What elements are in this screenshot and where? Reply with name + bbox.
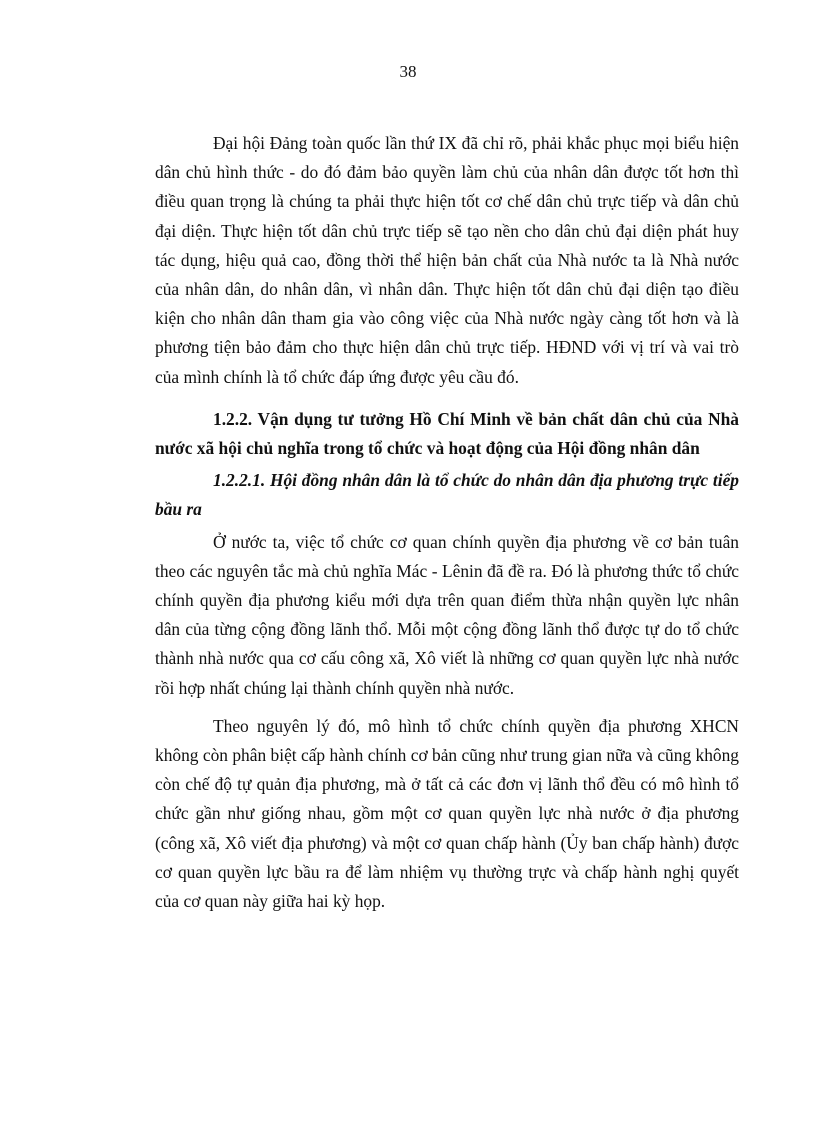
document-body: [155, 129, 739, 925]
paragraph-o-nuoc-ta: Ở nước ta, việc tổ chức cơ quan chính quyền địa phương về cơ bản tuân theo các nguyên tắc mà chủ nghĩa Mác - Lênin đã đề ra. Đó là phương thức tổ chức chính quyền địa phương kiểu mới dựa trên quan điểm thừa nhận quyền lực nhân dân của từng cộng đồng lãnh thổ. Mỗi một cộng đồng lãnh thổ được tự do tổ chức thành nhà nước qua cơ cấu công xã, Xô viết là những cơ quan quyền lực nhà nước rồi hợp nhất chúng lại thành chính quyền nhà nước.: [155, 531, 739, 698]
section-heading-1-2-2: 1.2.2. Vận dụng tư tưởng Hồ Chí Minh về bản chất dân chủ của Nhà nước xã hội chủ nghĩa trong tổ chức và hoạt động của Hội đồng nhân dân: [155, 408, 739, 459]
subsection-heading-1-2-2-1: 1.2.2.1. Hội đồng nhân dân là tổ chức do nhân dân địa phương trực tiếp bầu ra: [155, 470, 739, 520]
paragraph-theo-nguyen-ly: Theo nguyên lý đó, mô hình tổ chức chính quyền địa phương XHCN không còn phân biệt cấp hành chính cơ bản cũng như trung gian nữa và cũng không còn chế độ tự quản địa phương, mà ở tất cả các đơn vị lãnh thổ đều có mô hình tổ chức gần như giống nhau, gồm một cơ quan quyền lực nhà nước ở địa phương (công xã, Xô viết địa phương) và một cơ quan chấp hành (Ủy ban chấp hành) được cơ quan quyền lực bầu ra để làm nhiệm vụ thường trực và chấp hành nghị quyết của cơ quan này giữa hai kỳ họp.: [155, 715, 739, 912]
page-number: 38: [399, 62, 417, 81]
paragraph-dai-hoi: Đại hội Đảng toàn quốc lần thứ IX đã chỉ rõ, phải khắc phục mọi biểu hiện dân chủ hình thức - do đó đảm bảo quyền làm chủ của nhân dân được tốt hơn thì điều quan trọng là chúng ta phải thực hiện tốt cơ chế dân chủ trực tiếp và dân chủ đại diện. Thực hiện tốt dân chủ trực tiếp sẽ tạo nền cho dân chủ đại diện phát huy tác dụng, hiệu quả cao, đồng thời thể hiện bản chất của Nhà nước ta là Nhà nước của nhân dân, do nhân dân, vì nhân dân. Thực hiện tốt dân chủ đại diện tạo điều kiện cho nhân dân tham gia vào công việc của Nhà nước ngày càng tốt hơn và là phương tiện bảo đảm cho thực hiện dân chủ trực tiếp. HĐND với vị trí và vai trò của mình chính là tổ chức đáp ứng được yêu cầu đó.: [155, 133, 739, 387]
